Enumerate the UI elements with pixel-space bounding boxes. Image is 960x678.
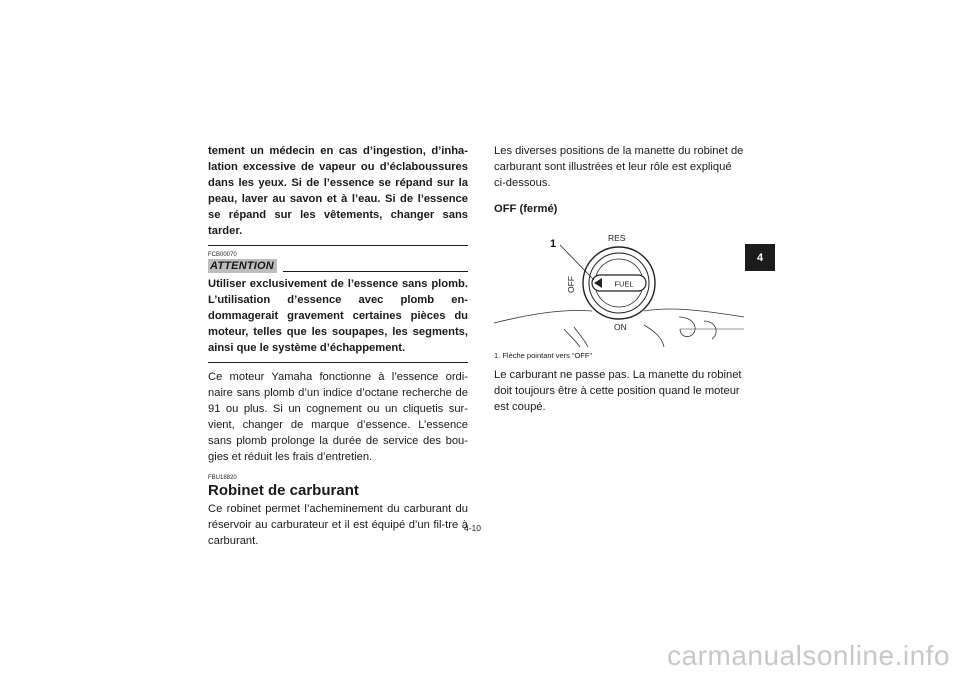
attention-header: [208, 259, 468, 273]
left-column: [208, 143, 468, 549]
on-label: ON: [614, 322, 627, 332]
fuel-paragraph: Ce moteur Yamaha fonctionne à l’essence ordi-naire sans plomb d’un indice d’octane recherche de 91 ou plus. Si un cognement ou un cliquetis sur-vient, changer de marque d’essence. L’essence sans plomb prolonge la durée de service des bou-gies et réduit les frais d’entretien.: [208, 371, 468, 463]
warning-continuation: tement un médecin en cas d’ingestion, d’inha-lation excessive de vapeur ou d’éclaboussures dans les yeux. Si de l’essence se répand sur la peau, laver au savon et à l’eau. Si de l’essence se répand sur les vêtements, changer sans tarder.: [208, 145, 468, 237]
right-column: [494, 143, 744, 415]
attention-code: FCB00070: [208, 252, 237, 258]
attention-bottom-rule: [208, 362, 468, 363]
chapter-tab: 4: [745, 244, 775, 271]
off-label: OFF: [566, 276, 576, 293]
figure-caption: 1. Flèche pointant vers “OFF”: [494, 351, 592, 360]
page-number: 4-10: [464, 523, 482, 533]
watermark: carmanualsonline.info: [667, 640, 950, 671]
positions-intro: Les diverses positions de la manette du robinet de carburant sont illustrées et leur rôle est expliqué ci-dessous.: [494, 145, 744, 189]
fuel-cock-illustration: [494, 225, 744, 347]
section-text: Ce robinet permet l’acheminement du carburant du réservoir au carburateur et il est équipé d’un fil-tre à carburant.: [208, 503, 468, 547]
section-title: Robinet de carburant: [208, 482, 359, 499]
off-subheading: OFF (fermé): [494, 203, 558, 215]
attention-header-rule: [283, 271, 468, 272]
off-description: Le carburant ne passe pas. La manette du robinet doit toujours être à cette position quand le moteur est coupé.: [494, 369, 742, 413]
callout-number: 1: [550, 238, 557, 250]
section-code: FBU18820: [208, 475, 237, 481]
res-label: RES: [608, 233, 626, 243]
attention-text: Utiliser exclusivement de l’essence sans plomb. L’utilisation d’essence avec plomb en-dommagerait gravement certaines pièces du moteur, telles que les soupapes, les segments, ainsi que le système d’échappement.: [208, 278, 468, 354]
attention-label: ATTENTION: [208, 259, 277, 273]
attention-top-rule: [208, 245, 468, 246]
fuel-label: FUEL: [614, 279, 634, 289]
